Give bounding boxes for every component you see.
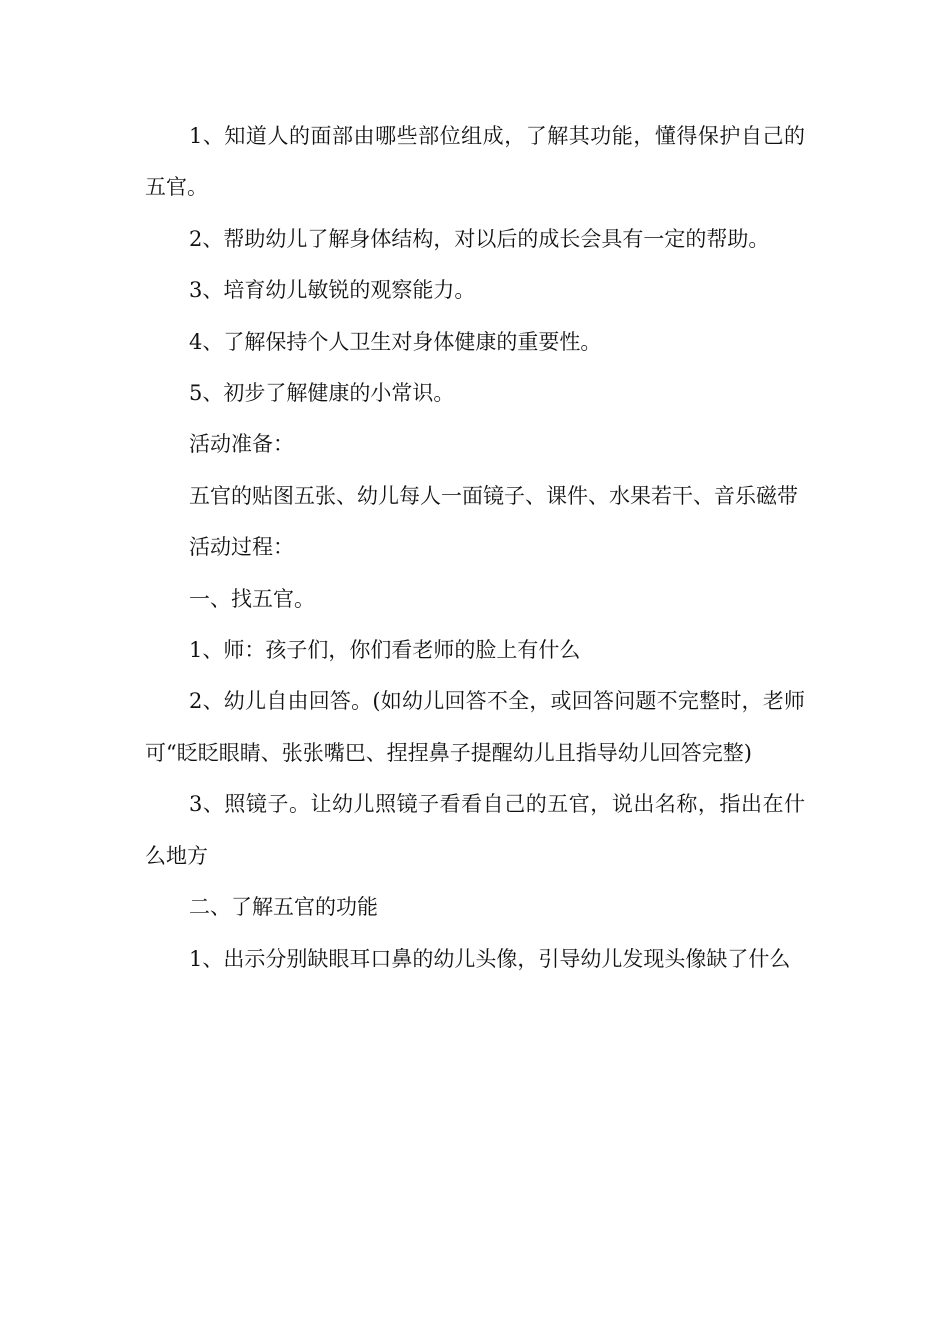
paragraph-step-1: 1、师：孩子们，你们看老师的脸上有什么: [189, 638, 581, 663]
paragraph-goal-1: 1、知道人的面部由哪些部位组成，了解其功能，懂得保护自己的五官。: [145, 124, 805, 200]
heading-preparation: 活动准备：: [189, 432, 294, 457]
heading-feature-functions: 二、了解五官的功能: [189, 895, 378, 920]
paragraph-goal-3: 3、培育幼儿敏锐的观察能力。: [189, 278, 476, 303]
paragraph-function-step-1: 1、出示分别缺眼耳口鼻的幼儿头像，引导幼儿发现头像缺了什么: [189, 946, 791, 971]
heading-process: 活动过程：: [189, 535, 294, 560]
paragraph-materials: 五官的贴图五张、幼儿每人一面镜子、课件、水果若干、音乐磁带: [189, 483, 798, 508]
paragraph-step-2: 2、幼儿自由回答。(如幼儿回答不全，或回答问题不完整时，老师可“眨眨眼睛、张张嘴巴、捏捏鼻子提醒幼儿且指导幼儿回答完整): [145, 689, 805, 765]
document-body: [145, 111, 805, 985]
paragraph-goal-5: 5、初步了解健康的小常识。: [189, 381, 455, 406]
paragraph-goal-2: 2、帮助幼儿了解身体结构，对以后的成长会具有一定的帮助。: [189, 226, 770, 251]
paragraph-goal-4: 4、了解保持个人卫生对身体健康的重要性。: [189, 329, 602, 354]
heading-find-features: 一、找五官。: [189, 586, 315, 611]
paragraph-step-3: 3、照镜子。让幼儿照镜子看看自己的五官，说出名称，指出在什么地方: [145, 792, 805, 868]
